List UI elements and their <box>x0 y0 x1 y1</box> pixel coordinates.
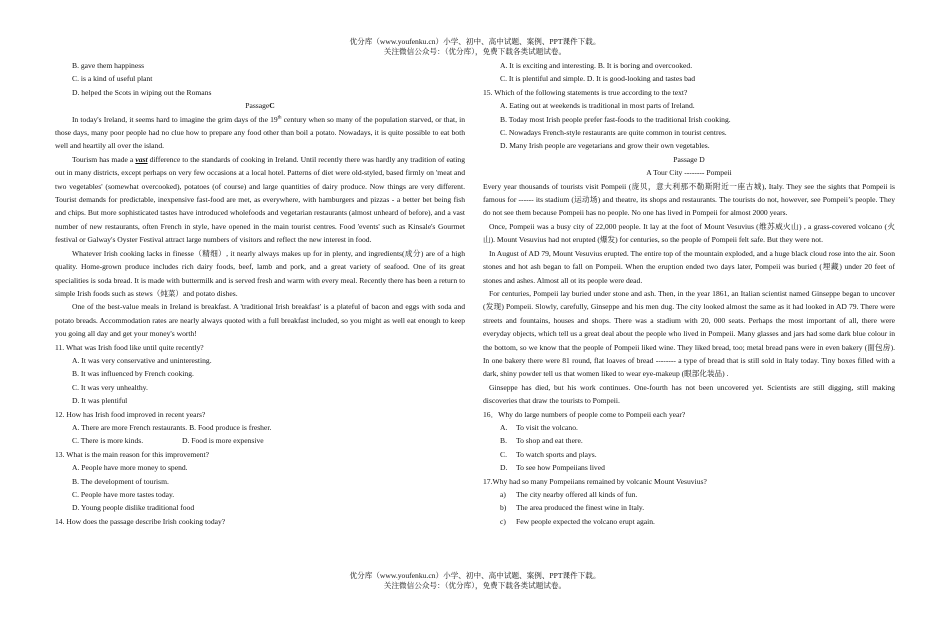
passage-d-paragraph-1: Every year thousands of tourists visit Pompeii (庞贝，意大利那不勒斯附近一座古城), Italy. They see the sights that Pompeii is famous for ------ its stadium (运动场) and theatre, its shops and restaurants. The tourists do not, however, see Pompeii’s people. They do not see them because Pompeii has no people. No one has lived in Pompeii for almost 2000 years. <box>483 181 895 218</box>
option: B. gave them happiness <box>72 61 145 70</box>
question-11-stem: 11. What was Irish food like until quite recently? <box>55 342 204 352</box>
question-15-option: C. Nowadays French-style restaurants are quite common in tourist centres. <box>500 128 727 138</box>
question-14-stem: 14. How does the passage describe Irish cooking today? <box>55 516 226 526</box>
option: C. is a kind of useful plant <box>72 74 153 84</box>
passage-d-paragraph-2: Once, Pompeii was a busy city of 22,000 people. It lay at the foot of Mount Vesuvius (维苏威火山) , a grass-covered volcano (火山). Mount Vesuvius had not erupted (爆发) for centuries, so the people of Pompeii felt safe. But they were not. <box>483 221 895 245</box>
passage-c-paragraph-3: Whatever Irish cooking lacks in finesse（精细）, it nearly always makes up for in plenty, and ingredients(成分) are of a high quality. Home-grown produce includes rich dairy foods, beef, lamb and pork, and a great variety of seafood. One of its great specialities is soda bread. It is made with buttermilk and is served fresh and warm with every meal. Recently there has been a return to simple Irish foods such as stews（炖菜）and potato dishes. <box>55 248 465 298</box>
question-14-option: A. It is exciting and interesting. B. It is boring and overcooked. <box>500 61 693 70</box>
passage-d-paragraph-5: Ginseppe has died, but his work continues. One-fourth has not been uncovered yet. Scientists are still digging, still making discoveries that draw the tourists to Pompeii. <box>483 382 895 406</box>
header-line-1: 优分库（www.youfenku.cn）小学、初中、高中试题、案例、PPT课件下载。 <box>349 37 601 46</box>
left-column <box>55 59 465 528</box>
question-13-stem: 13. What is the main reason for this improvement? <box>55 449 210 459</box>
question-15-option: B. Today most Irish people prefer fast-foods to the traditional Irish cooking. <box>500 114 731 124</box>
right-column <box>483 59 895 528</box>
passage-d-paragraph-4: For centuries, Pompeii lay buried under stone and ash. Then, in the year 1861, an Italian scientist named Ginseppe began to uncover (发现) Pompeii. Slowly, carefully, Ginseppe and his men dug. The city looked almost the same as it had looked in AD 79. There were streets and fountains, houses and shops. There was a stadium with 20, 000 seats. Perhaps the most important of all, there were everyday objects, which tell us a great deal about the people who lived in Pompeii. Many glasses and jars had some dark blue colour in the bottom, so we know that the people of Pompeii liked wine. They liked bread, too; metal bread pans were in even bakery (面包房). In one bakery there were 81 round, flat loaves of bread -------- a type of bread that is still sold in Italy today. Tiny boxes filled with a dark, shiny powder tell us that women liked to wear eye-makeup (眼部化装品) . <box>483 288 895 379</box>
option: D. helped the Scots in wiping out the Romans <box>72 87 212 97</box>
passage-c-title: PassageC <box>245 101 275 111</box>
passage-c-paragraph-4: One of the best-value meals in Ireland is breakfast. A 'traditional Irish breakfast' is a plateful of bacon and eggs with soda and potato breads. Accommodation rates are nearly always quoted with a full breakfast included, so you might as well eat enough to keep you going all day and get your money's worth! <box>55 302 465 339</box>
question-13-option: B. The development of tourism. <box>72 476 169 486</box>
passage-d-title: Passage D <box>673 154 705 164</box>
question-16-stem: 16．Why do large numbers of people come to Pompeii each year? <box>483 409 686 419</box>
passage-c-paragraph-1: In today's Ireland, it seems hard to imagine the grim days of the 19th century when so many of the population starved, or that, in those days, many poor people had no clue how to prepare any food other than boil a potato. Nowadays, it is quite possible to eat both well and heartily all over the island. <box>55 114 465 151</box>
page-footer <box>0 571 950 590</box>
question-12-stem: 12. How has Irish food improved in recent years? <box>55 409 206 419</box>
question-17-stem: 17.Why had so many Pompeiians remained by volcanic Mount Vesuvius? <box>483 476 707 486</box>
question-14-option: C. It is plentiful and simple. D. It is good-looking and tastes bad <box>500 74 696 84</box>
question-15-stem: 15. Which of the following statements is true according to the text? <box>483 87 688 97</box>
passage-c-paragraph-2: Tourism has made a vast difference to the standards of cooking in Ireland. Until recently there was hardly any tradition of eating out in many districts, except perhaps on very few occasions at a local hotel. Patterns of diet were old-styled, based firmly on 'meat and two vegetables' (somewhat overcooked), potatoes (of course) and large quantities of dairy produce. Now things are very different. Tourist demands for predictable, inexpensive fast-food are met, as everywhere, with hamburgers and pizzas - a better bet being fish and chips. But more sophisticated tastes have introduced wholefoods and vegetarian restaurants (almost unheard of before), and a vast number of new restaurants, often French in style, have opened in the main tourist centres. Food 'events' such as Kinsale's Gourmet festival or Galway's Oyster Festival attract large numbers of visitors and reflect the new interest in food. <box>55 154 465 245</box>
question-17-option: c) Few people expected the volcano erupt again. <box>500 516 655 526</box>
question-12-option: C. There is more kinds. D. Food is more expensive <box>72 436 264 446</box>
question-15-option: D. Many Irish people are vegetarians and grow their own vegetables. <box>500 141 710 151</box>
question-11-option: D. It was plentiful <box>72 396 128 406</box>
footer-line-2: 关注微信公众号：（优分库），免费下载各类试题试卷。 <box>383 580 567 590</box>
question-16-option: C. To watch sports and plays. <box>500 449 597 459</box>
footer-line-1: 优分库（www.youfenku.cn）小学、初中、高中试题、案例、PPT课件下载。 <box>349 571 601 580</box>
page-header <box>0 37 950 56</box>
passage-d-paragraph-3: In August of AD 79, Mount Vesuvius erupted. The entire top of the mountain exploded, and a huge black cloud rose into the air. Soon stones and hot ash began to fall on Pompeii. When the eruption ended two days later, Pompeii was buried (埋藏) under 20 feet of stones and ashes. Almost all ot its people were dead. <box>483 248 895 285</box>
question-13-option: A. People have more money to spend. <box>72 463 188 473</box>
question-13-option: C. People have more tastes today. <box>72 490 175 499</box>
question-17-option: a) The city nearby offered all kinds of fun. <box>500 490 638 499</box>
question-16-option: D. To see how Pompeiians lived <box>500 463 605 473</box>
question-11-option: B. It was influenced by French cooking. <box>72 369 194 379</box>
question-11-option: A. It was very conservative and uninteresting. <box>72 355 212 365</box>
header-line-2: 关注微信公众号：（优分库），免费下载各类试题试卷。 <box>383 46 567 56</box>
passage-d-subtitle: A Tour City -------- Pompeii <box>646 168 732 178</box>
question-16-option: B. To shop and eat there. <box>500 436 583 446</box>
question-16-option: A. To visit the volcano. <box>500 422 578 432</box>
question-12-option: A. There are more French restaurants. B. Food produce is fresher. <box>72 422 272 432</box>
question-11-option: C. It was very unhealthy. <box>72 382 148 392</box>
question-13-option: D. Young people dislike traditional food <box>72 503 195 513</box>
question-17-option: b) The area produced the finest wine in Italy. <box>500 503 645 513</box>
question-15-option: A. Eating out at weekends is traditional in most parts of Ireland. <box>500 101 695 111</box>
